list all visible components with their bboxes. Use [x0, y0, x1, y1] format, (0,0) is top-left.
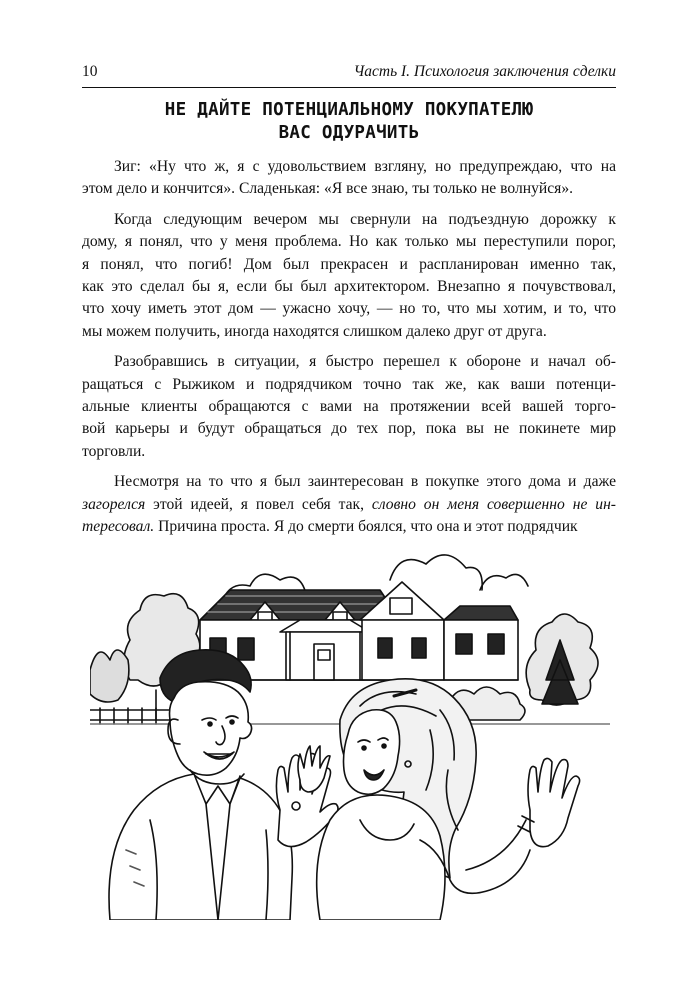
text-line: я понял, что погиб! Дом был прекрасен и распланирован именно так,	[82, 255, 616, 273]
section-heading	[82, 99, 616, 145]
couple-house-illustration	[90, 520, 610, 920]
text-line	[82, 494, 616, 516]
text-run: этой идеей, я повел себя так,	[145, 495, 372, 513]
text-line: Зиг: «Ну что ж, я с удовольствием взгляну, но предупреждаю, что на	[114, 158, 616, 175]
text-line: Разобравшись в ситуации, я быстро перешел к обороне и начал об-	[114, 353, 616, 371]
text-line: дому, я понял, что у меня проблема. Но как только мы переступили порог,	[82, 233, 616, 251]
text-line: что хочу иметь этот дом — ужасно хочу, — но то, что мы хотим, и то, что	[82, 300, 616, 318]
section-heading-line-1: НЕ ДАЙТЕ ПОТЕНЦИАЛЬНОМУ ПОКУПАТЕЛЮ	[164, 100, 534, 120]
running-head	[82, 63, 616, 88]
paragraph-1	[82, 156, 616, 201]
page-number: 10	[82, 63, 98, 80]
text-line: торговли.	[82, 442, 146, 460]
paragraph-2	[82, 209, 616, 343]
text-line: как это сделал бы я, если бы был архитектором. Внезапно я почувствовал,	[82, 278, 616, 296]
italic-text: загорелся	[82, 495, 146, 513]
text-run: Причина проста. Я до смерти боялся, что она и этот подрядчик	[154, 518, 578, 536]
woman-figure	[298, 679, 580, 920]
text-line: ращаться с Рыжиком и подрядчиком точно так же, как ваши потенци-	[82, 375, 616, 393]
section-heading-line-2: ВАС ОДУРАЧИТЬ	[278, 123, 420, 143]
italic-text: тересовал.	[82, 518, 155, 536]
italic-text: словно он меня совершенно не ин-	[371, 495, 616, 513]
text-line: Когда следующим вечером мы свернули на подъездную дорожку к	[114, 210, 616, 228]
house	[200, 582, 518, 680]
text-line: этом дело и кончится». Сладенькая: «Я все знаю, ты только не волнуйся».	[82, 180, 574, 198]
text-line: альные клиенты обращаются с вами на протяжении всей вашей торго-	[82, 398, 616, 416]
body-text	[82, 156, 616, 547]
paragraph-3	[82, 351, 616, 463]
tree-right	[526, 614, 598, 705]
part-title: Часть I. Психология заключения сделки	[353, 63, 616, 80]
text-line: Несмотря на то что я был заинтересован в покупке этого дома и даже	[114, 473, 616, 491]
text-line: мы можем получить, иногда находятся слишком далеко друг от друга.	[82, 322, 547, 340]
text-line: вой карьеры и будут обращаться до тех пор, пока вы не покинете мир	[82, 420, 616, 438]
